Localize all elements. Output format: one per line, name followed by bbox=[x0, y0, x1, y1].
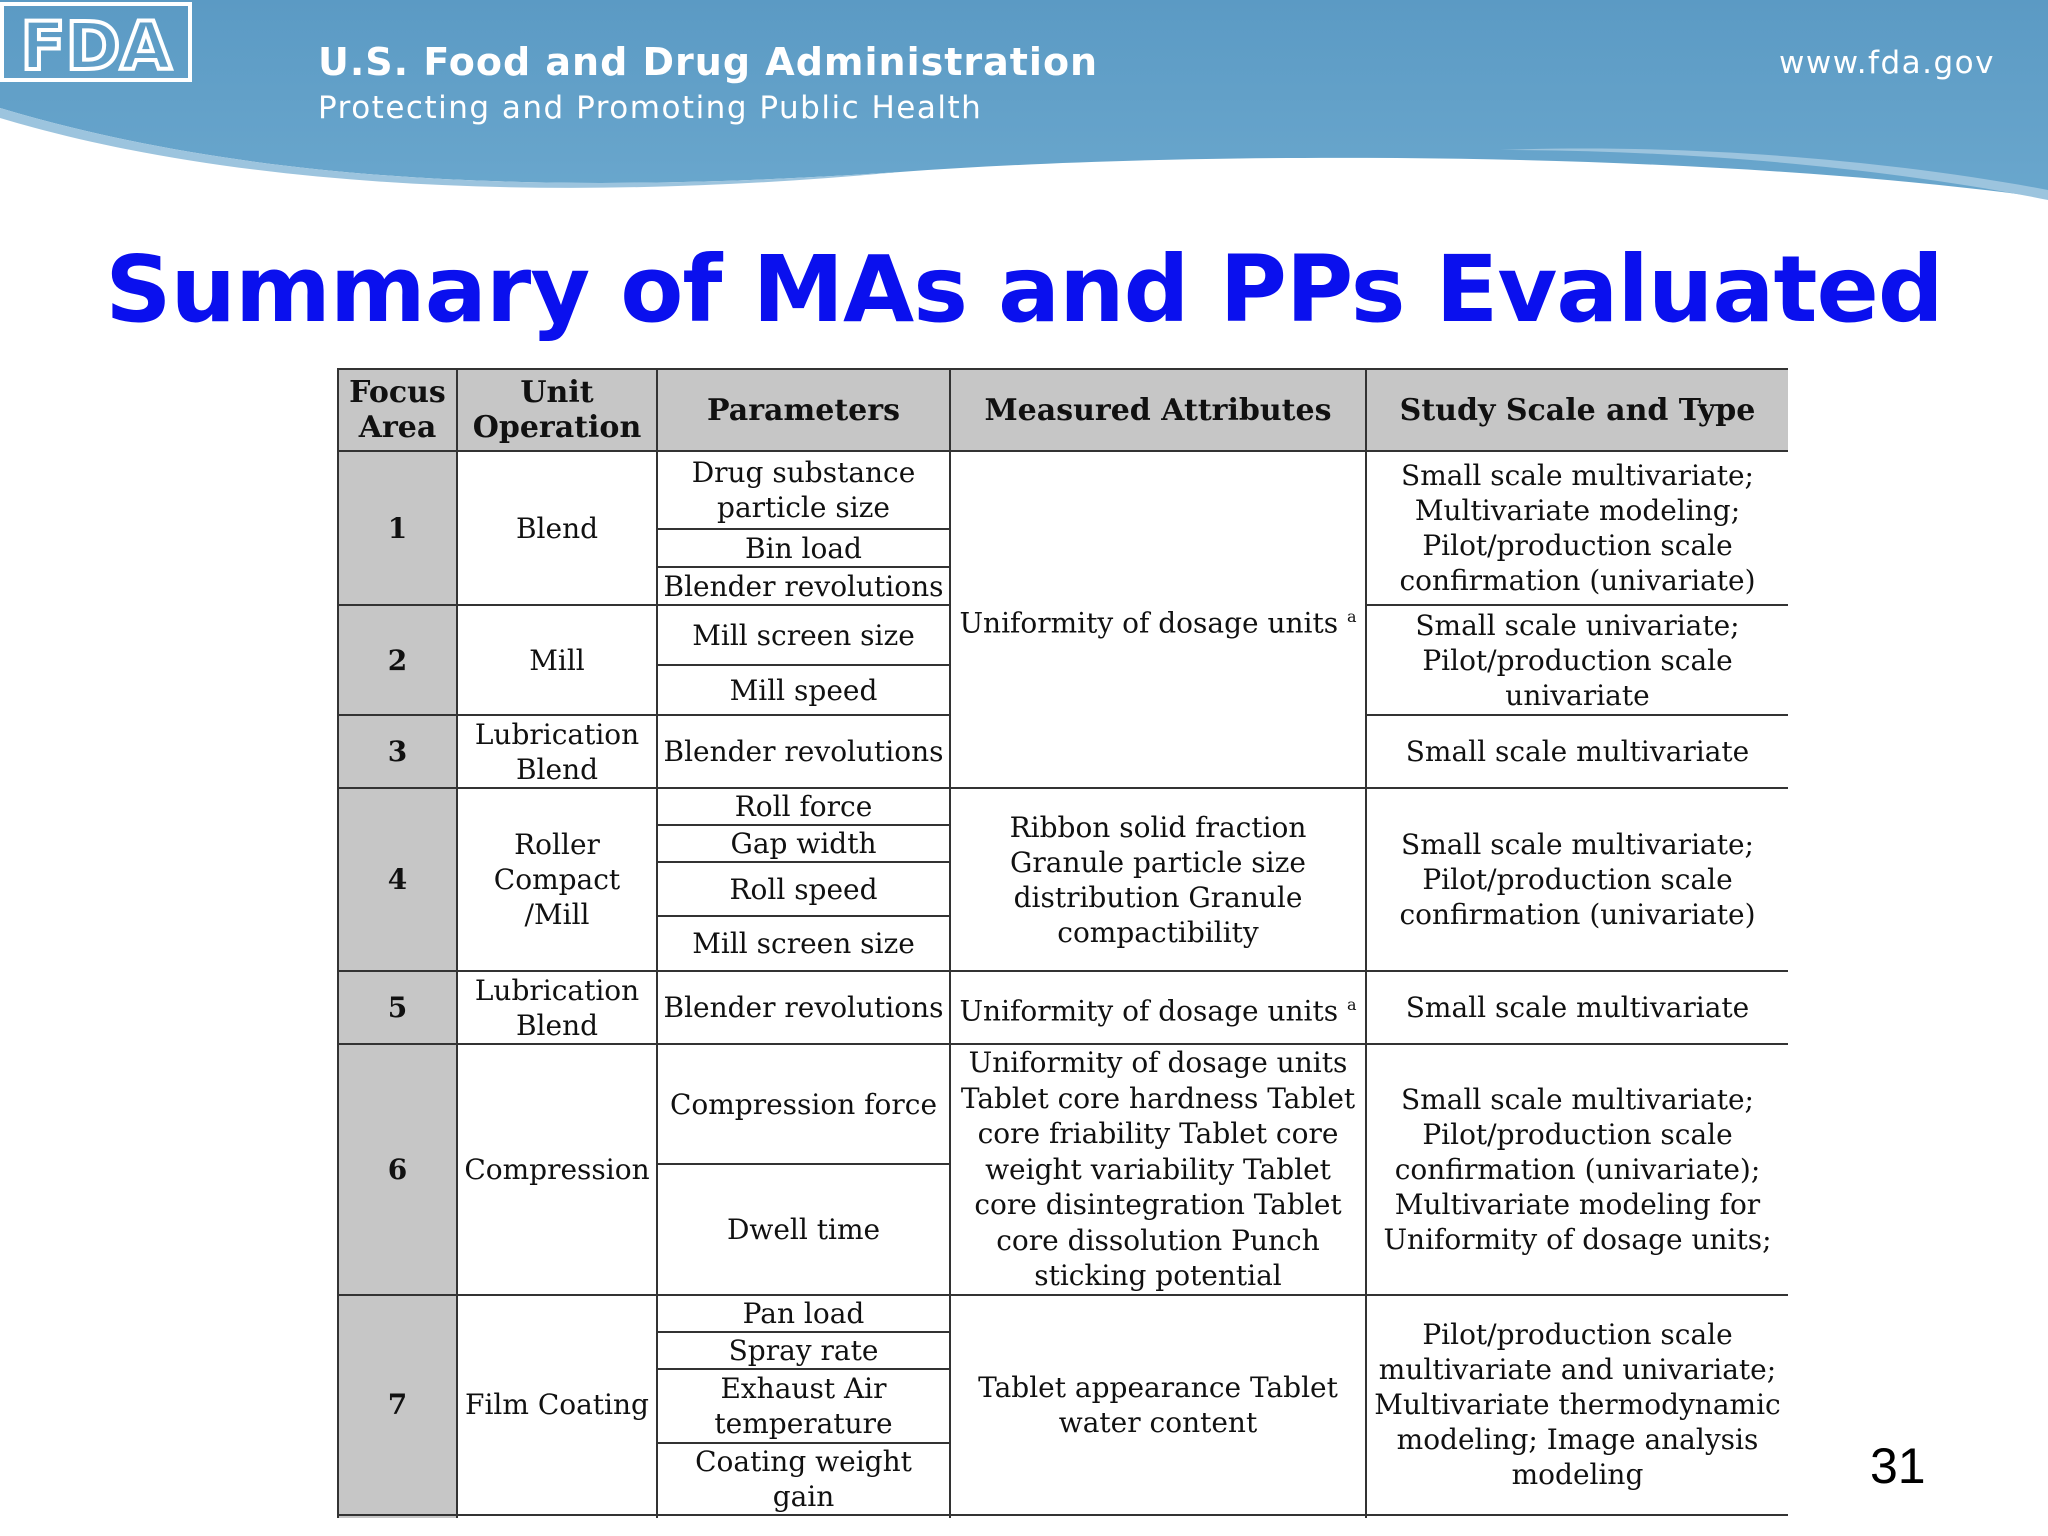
measured-attributes-cell bbox=[950, 451, 1366, 788]
table-row bbox=[338, 1295, 1788, 1332]
parameter-cell bbox=[657, 1515, 950, 1519]
parameter-cell: Mill screen size bbox=[657, 605, 950, 665]
page-number: 31 bbox=[1870, 1438, 1926, 1494]
parameter-cell: Drug substance particle size bbox=[657, 451, 950, 529]
focus-area-cell: 3 bbox=[338, 715, 457, 788]
agency-tagline: Protecting and Promoting Public Health bbox=[318, 90, 983, 126]
parameter-cell: Gap width bbox=[657, 825, 950, 862]
unit-operation-cell: Blend bbox=[457, 451, 657, 605]
focus-area-cell: 4 bbox=[338, 788, 457, 971]
study-scale-cell: Small scale multivariate bbox=[1366, 715, 1788, 788]
study-scale-cell bbox=[1366, 1515, 1788, 1519]
unit-operation-cell: Compression bbox=[457, 1044, 657, 1295]
focus-area-cell: 6 bbox=[338, 1044, 457, 1295]
header-banner bbox=[0, 0, 2048, 230]
header-focus-area: Focus Area bbox=[338, 369, 457, 451]
summary-table bbox=[337, 368, 1788, 1518]
study-scale-cell: Small scale univariate; Pilot/production scale univariate bbox=[1366, 605, 1788, 715]
parameter-cell: Spray rate bbox=[657, 1332, 950, 1369]
unit-operation-cell: Mill bbox=[457, 605, 657, 715]
table-row bbox=[338, 1044, 1788, 1164]
fda-logo-text: FDA bbox=[20, 8, 172, 84]
header-measured-attributes: Measured Attributes bbox=[950, 369, 1366, 451]
table-row bbox=[338, 451, 1788, 529]
parameter-cell: Blender revolutions bbox=[657, 715, 950, 788]
header-parameters: Parameters bbox=[657, 369, 950, 451]
measured-attributes-cell bbox=[950, 971, 1366, 1044]
attributes-text: Uniformity of dosage units bbox=[959, 606, 1339, 640]
table-header-row bbox=[338, 369, 1788, 451]
website-url[interactable]: www.fda.gov bbox=[1778, 45, 1995, 81]
attributes-text: Uniformity of dosage units bbox=[959, 994, 1339, 1028]
parameter-cell: Compression force bbox=[657, 1044, 950, 1164]
unit-operation-cell: Lubrication Blend bbox=[457, 715, 657, 788]
parameter-cell: Mill screen size bbox=[657, 916, 950, 971]
header-study-scale: Study Scale and Type bbox=[1366, 369, 1788, 451]
agency-name: U.S. Food and Drug Administration bbox=[318, 40, 1099, 84]
measured-attributes-cell: Uniformity of dosage units Tablet core hardness Tablet core friability Tablet core weight variability Tablet core disintegration Tablet core dissolution Punch sticking potential bbox=[950, 1044, 1366, 1295]
parameter-cell: Pan load bbox=[657, 1295, 950, 1332]
table-row bbox=[338, 971, 1788, 1044]
slide-title: Summary of MAs and PPs Evaluated bbox=[105, 236, 1943, 343]
table-row-partial bbox=[338, 1515, 1788, 1519]
parameter-cell: Coating weight gain bbox=[657, 1443, 950, 1515]
study-scale-cell: Small scale multivariate; Pilot/production scale confirmation (univariate) bbox=[1366, 788, 1788, 971]
study-scale-cell: Pilot/production scale multivariate and univariate; Multivariate thermodynamic modeling; Image analysis modeling bbox=[1366, 1295, 1788, 1515]
parameter-cell: Dwell time bbox=[657, 1164, 950, 1294]
parameter-cell: Roll speed bbox=[657, 862, 950, 916]
focus-area-cell: 2 bbox=[338, 605, 457, 715]
parameter-cell: Blender revolutions bbox=[657, 971, 950, 1044]
study-scale-cell: Small scale multivariate; Pilot/production scale confirmation (univariate); Multivariate modeling for Uniformity of dosage units; bbox=[1366, 1044, 1788, 1295]
unit-operation-cell: Roller Compact /Mill bbox=[457, 788, 657, 971]
focus-area-cell: 1 bbox=[338, 451, 457, 605]
parameter-cell: Blender revolutions bbox=[657, 567, 950, 605]
footnote-marker: a bbox=[1347, 994, 1357, 1014]
measured-attributes-cell: Ribbon solid fraction Granule particle size distribution Granule compactibility bbox=[950, 788, 1366, 971]
parameter-cell: Exhaust Air temperature bbox=[657, 1369, 950, 1443]
parameter-cell: Mill speed bbox=[657, 665, 950, 715]
measured-attributes-cell: Tablet appearance Tablet water content bbox=[950, 1295, 1366, 1515]
header-unit-operation: Unit Operation bbox=[457, 369, 657, 451]
study-scale-cell: Small scale multivariate; Multivariate modeling; Pilot/production scale confirmation (univariate) bbox=[1366, 451, 1788, 605]
footnote-marker: a bbox=[1347, 606, 1357, 626]
parameter-cell: Roll force bbox=[657, 788, 950, 825]
focus-area-cell: 7 bbox=[338, 1295, 457, 1515]
banner-wave bbox=[0, 0, 2048, 230]
study-scale-cell: Small scale multivariate bbox=[1366, 971, 1788, 1044]
measured-attributes-cell bbox=[950, 1515, 1366, 1519]
unit-operation-cell: Film Coating bbox=[457, 1295, 657, 1515]
focus-area-cell: 5 bbox=[338, 971, 457, 1044]
table-row bbox=[338, 788, 1788, 825]
table-container bbox=[337, 368, 1788, 1518]
unit-operation-cell bbox=[457, 1515, 657, 1519]
parameter-cell: Bin load bbox=[657, 529, 950, 567]
focus-area-cell bbox=[338, 1515, 457, 1519]
fda-logo bbox=[0, 0, 192, 84]
unit-operation-cell: Lubrication Blend bbox=[457, 971, 657, 1044]
